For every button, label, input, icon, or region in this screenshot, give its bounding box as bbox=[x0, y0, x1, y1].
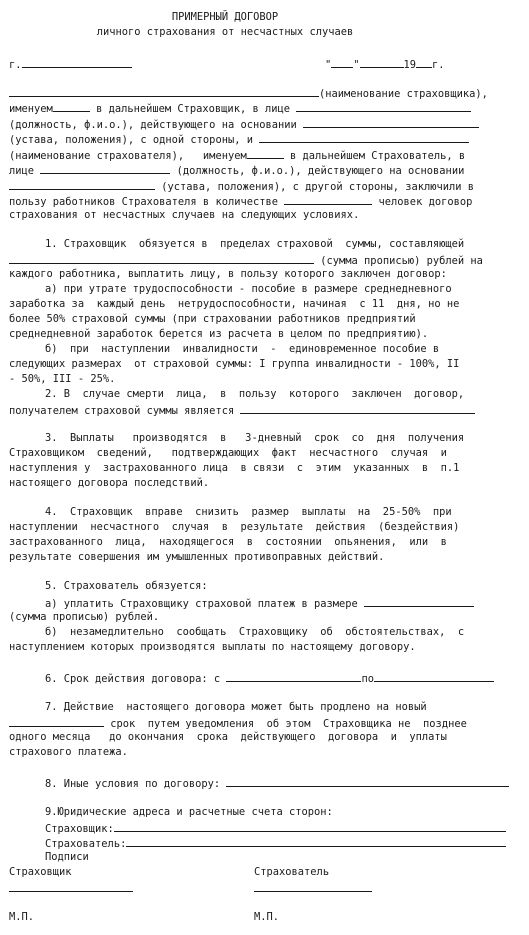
blank bbox=[247, 148, 284, 159]
section-1a-line-3: более 50% страховой суммы (при страховании работников предприятий bbox=[9, 313, 416, 325]
preamble-line-6: лице (должность, ф.и.о.), действующего на основании bbox=[9, 165, 465, 177]
blank bbox=[40, 163, 170, 174]
blank bbox=[259, 132, 469, 143]
blank bbox=[126, 836, 506, 847]
section-1b-line-3: - 50%, III - 25%. bbox=[9, 373, 116, 385]
stamp-left: М.П. bbox=[9, 911, 35, 923]
insurer-name-blank bbox=[9, 86, 319, 97]
preamble-line-3: (должность, ф.и.о.), действующего на основании bbox=[9, 117, 479, 131]
signatures-heading: Подписи bbox=[45, 851, 89, 863]
section-1a-line-4: среднедневной заработок берется из расчета в целом по предприятию). bbox=[9, 328, 429, 340]
blank bbox=[9, 179, 155, 190]
section-9-heading: 9.Юридические адреса и расчетные счета сторон: bbox=[45, 806, 333, 818]
signature-insured-label: Страхователь bbox=[254, 866, 330, 878]
month-blank bbox=[360, 57, 404, 68]
section-7-line-2: срок путем уведомления об этом Страховщика не позднее bbox=[9, 716, 467, 730]
section-2-line-1: 2. В случае смерти лица, в пользу которого заключен договор, bbox=[45, 388, 465, 400]
day-blank bbox=[331, 57, 353, 68]
signature-insurer-label: Страховщик bbox=[9, 866, 72, 878]
section-1a-line-1: а) при утрате трудоспособности - пособие в размере среднедневного bbox=[45, 283, 452, 295]
date-field: " " 19 г. bbox=[325, 59, 445, 71]
section-5a-line-1: а) уплатить Страховщику страховой платеж в размере bbox=[45, 596, 474, 610]
preamble-line-2: именуем в дальнейшем Страховщик, в лице bbox=[9, 101, 471, 115]
section-4-line-3: застрахованного лица, находящегося в состоянии опьянения, или в bbox=[9, 536, 447, 548]
section-1b-line-2: следующих размерах от страховой суммы: I группа инвалидности - 100%, II bbox=[9, 358, 460, 370]
preamble-line-8: пользу работников Страхователя в количестве человек договор bbox=[9, 196, 473, 208]
preamble-line-7: (устава, положения), с другой стороны, заключили в bbox=[9, 179, 474, 193]
blank bbox=[254, 881, 372, 892]
section-5a-line-2: (сумма прописью) рублей. bbox=[9, 611, 160, 623]
document-subtitle: личного страхования от несчастных случаев bbox=[96, 26, 354, 38]
section-1-line-3: каждого работника, выплатить лицу, в пользу которого заключен договор: bbox=[9, 268, 447, 280]
blank bbox=[114, 821, 506, 832]
section-1a-line-2: заработка за каждый день нетрудоспособности, начиная с 11 дня, но не bbox=[9, 298, 460, 310]
insurer-name-line: (наименование страховщика), bbox=[9, 86, 488, 100]
section-4-line-2: наступлении несчастного случая в результате действия (бездействия) bbox=[9, 521, 460, 533]
city-blank bbox=[22, 57, 132, 68]
blank bbox=[296, 101, 471, 112]
blank bbox=[9, 253, 314, 264]
section-1b-line-1: б) при наступлении инвалидности - единовременное пособие в bbox=[45, 343, 440, 355]
section-9-insurer: Страховщик: bbox=[45, 821, 506, 835]
blank bbox=[9, 881, 133, 892]
blank bbox=[53, 101, 90, 112]
section-7-line-1: 7. Действие настоящего договора может быть продлено на новый bbox=[45, 701, 427, 713]
section-5b-line-2: наступлением которых производятся выплаты по настоящему договору. bbox=[9, 641, 416, 653]
blank bbox=[226, 776, 509, 787]
section-7-line-4: страхового платежа. bbox=[9, 746, 128, 758]
section-3-line-2: Страховщиком сведений, подтверждающих факт несчастного случая и bbox=[9, 447, 447, 459]
signature-insurer-line bbox=[9, 881, 133, 895]
section-6: 6. Срок действия договора: с по bbox=[45, 671, 494, 685]
section-3-line-1: 3. Выплаты производятся в 3-дневный срок со дня получения bbox=[45, 432, 465, 444]
section-5-line-1: 5. Страхователь обязуется: bbox=[45, 580, 208, 592]
document-title: ПРИМЕРНЫЙ ДОГОВОР bbox=[171, 11, 279, 23]
section-1-line-2: (сумма прописью) рублей на bbox=[9, 253, 483, 267]
section-5b-line-1: б) незамедлительно сообщать Страховщику об обстоятельствах, с bbox=[45, 626, 465, 638]
section-9-insured: Страхователь: bbox=[45, 836, 506, 850]
section-3-line-3: наступления у застрахованного лица в связи с этим указанных в п.1 bbox=[9, 462, 460, 474]
signature-insured-line bbox=[254, 881, 372, 895]
section-4-line-1: 4. Страховщик вправе снизить размер выплаты на 25-50% при bbox=[45, 506, 452, 518]
section-2-line-2: получателем страховой суммы является bbox=[9, 403, 475, 417]
section-7-line-3: одного месяца до окончания срока действующего договора и уплаты bbox=[9, 731, 447, 743]
blank bbox=[364, 596, 474, 607]
stamp-right: М.П. bbox=[254, 911, 280, 923]
section-1-line-1: 1. Страховщик обязуется в пределах страховой суммы, составляющей bbox=[45, 238, 465, 250]
blank bbox=[374, 671, 494, 682]
section-8: 8. Иные условия по договору: bbox=[45, 776, 509, 790]
city-field: г. bbox=[9, 57, 132, 71]
preamble-line-5: (наименование страхователя), именуем в дальнейшем Страхователь, в bbox=[9, 150, 466, 162]
preamble-line-4: (устава, положения), с одной стороны, и bbox=[9, 132, 469, 146]
blank bbox=[303, 117, 479, 128]
section-4-line-4: результате совершения им умышленных противоправных действий. bbox=[9, 551, 385, 563]
year-blank bbox=[416, 57, 432, 68]
section-3-line-4: настоящего договора последствий. bbox=[9, 477, 210, 489]
blank bbox=[226, 671, 361, 682]
blank bbox=[284, 194, 372, 205]
blank bbox=[240, 403, 475, 414]
blank bbox=[9, 716, 104, 727]
preamble-line-9: страхования от несчастных случаев на следующих условиях. bbox=[9, 209, 360, 221]
